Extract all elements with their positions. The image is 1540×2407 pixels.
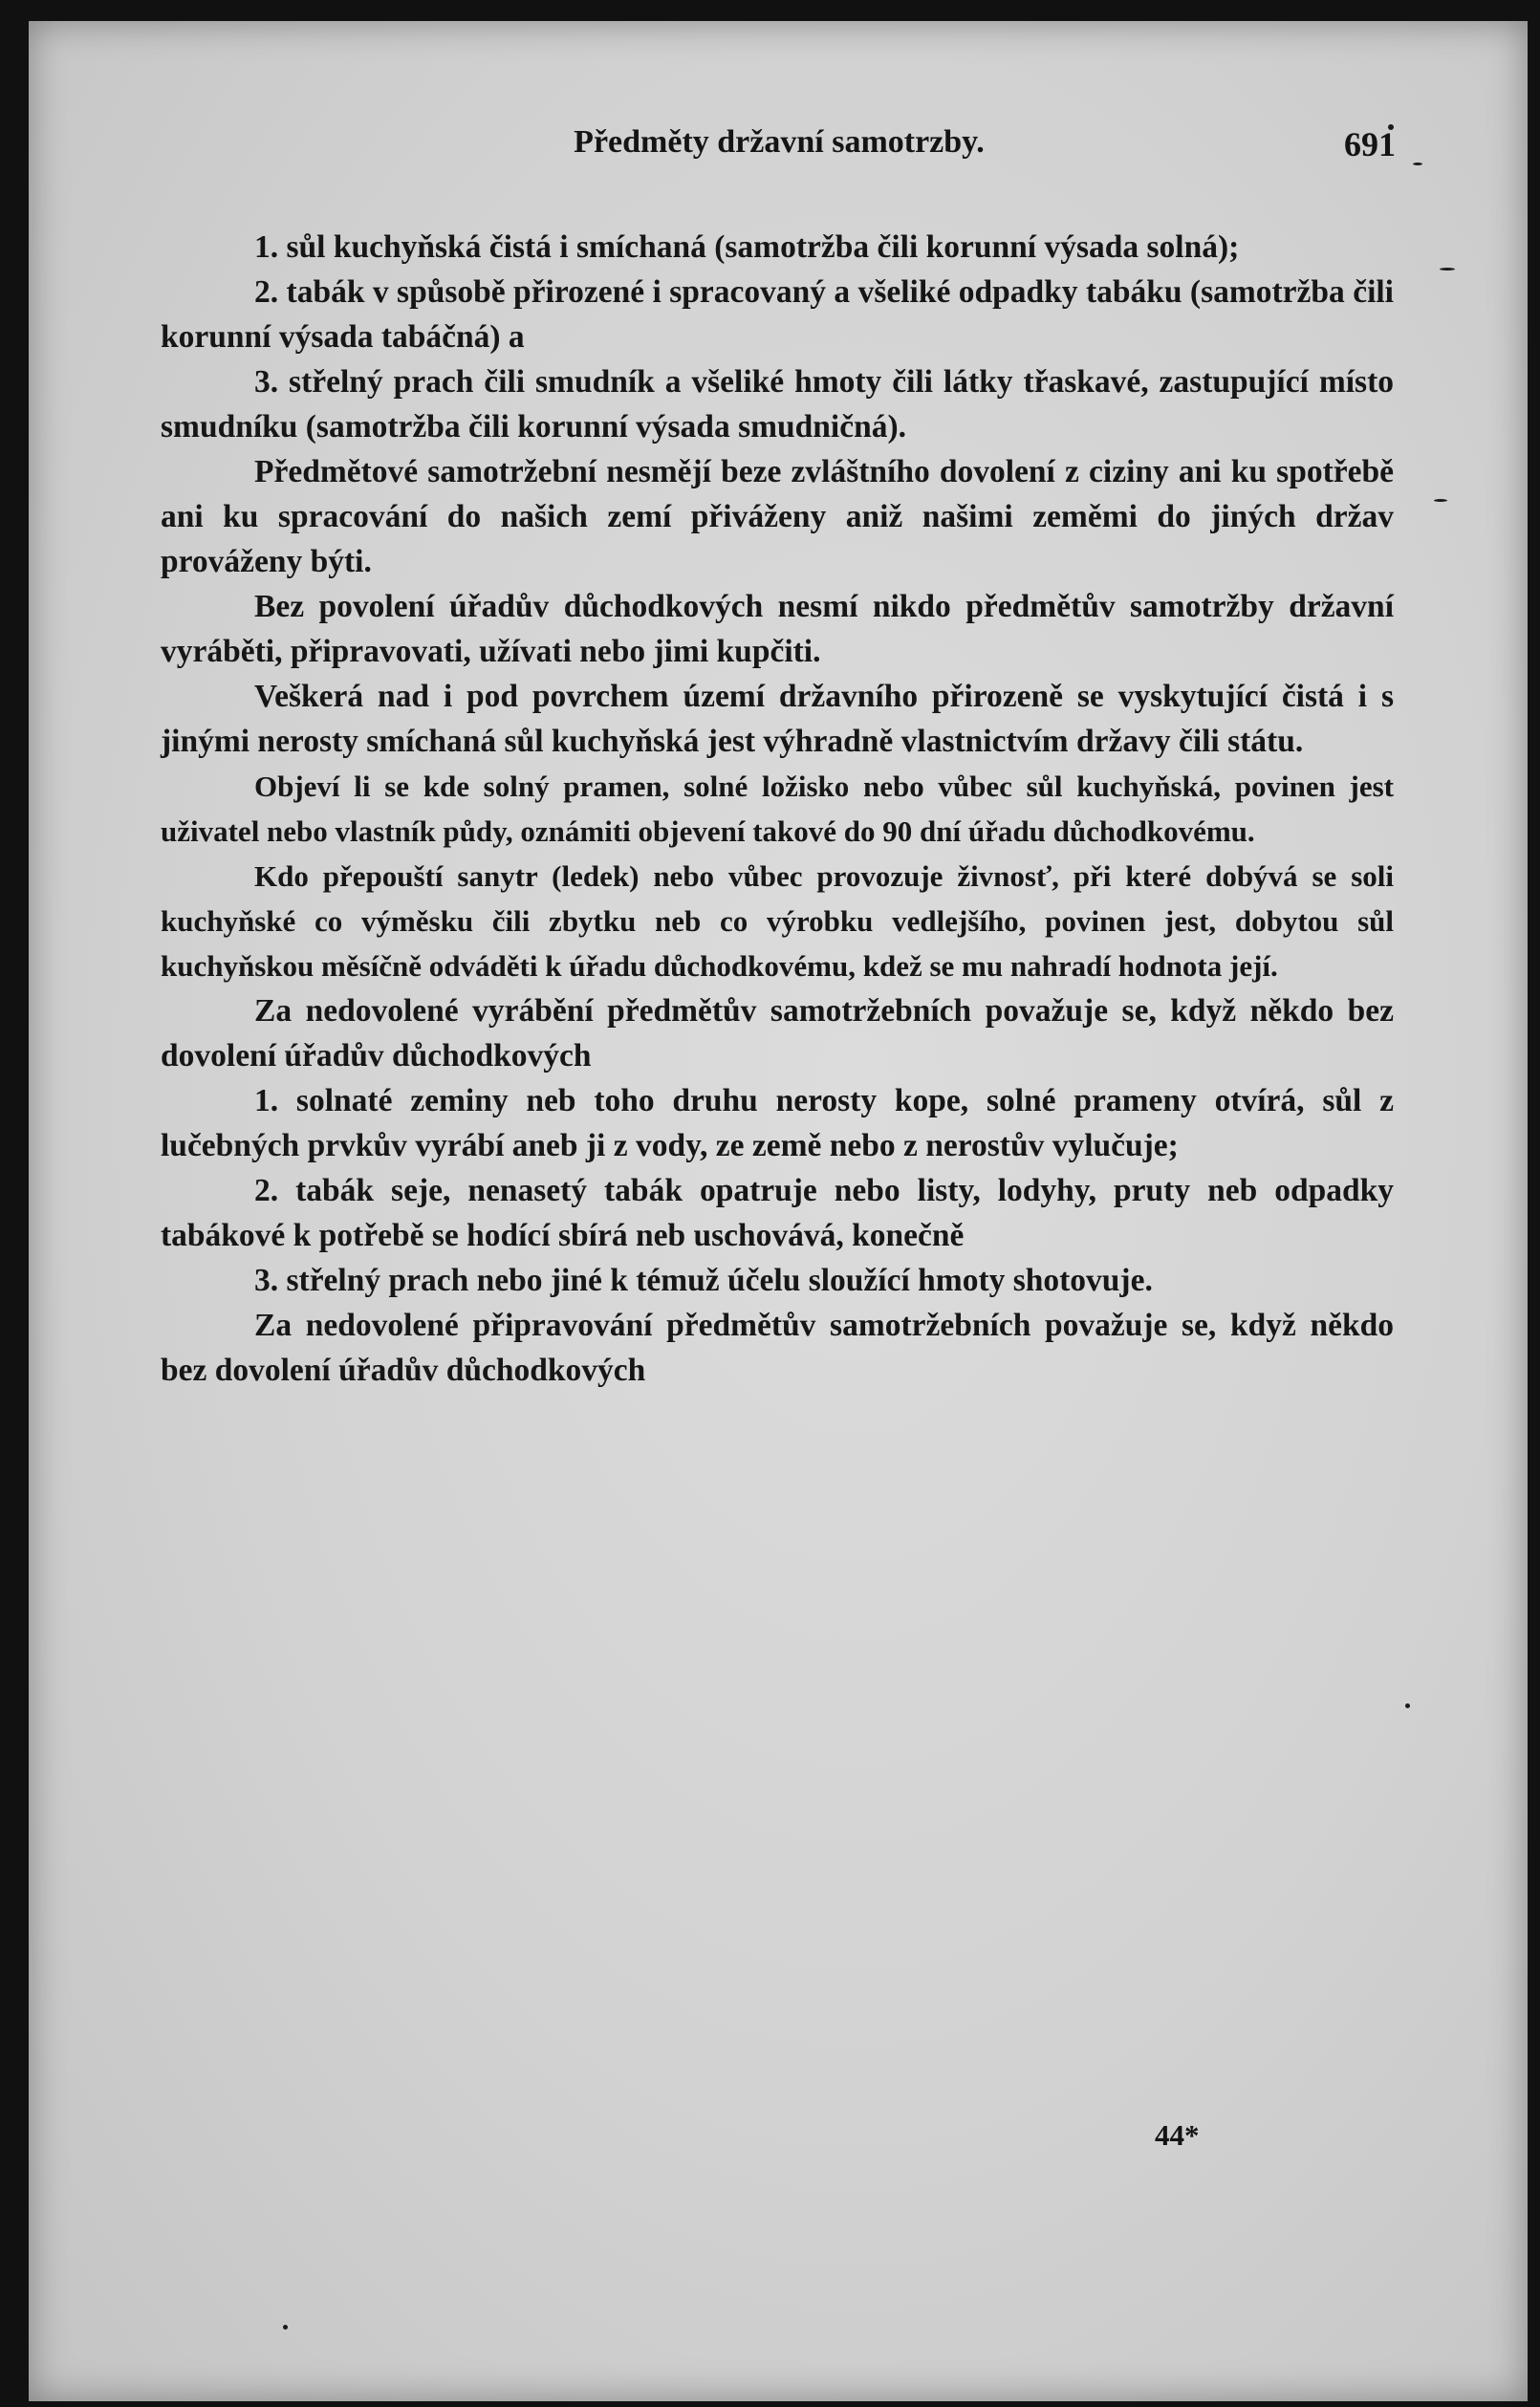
list-item-tobacco: 2. tabák v spůsobě přirozené i spracovaný a všeliké odpadky tabáku (samotržba čili korunní výsada tabáčná) a bbox=[161, 274, 1394, 355]
paragraph-state-salt: Veškerá nad i pod povrchem území državního přirozeně se vyskytující čistá i s jinými nerosty smíchaná sůl kuchyňská jest výhradně vlastnictvím državy čili státu. bbox=[161, 679, 1394, 759]
running-title: Předměty državní samotrzby. bbox=[574, 124, 985, 160]
list-item-salt: 1. sůl kuchyňská čistá i smíchaná (samotržba čili korunní výsada solná); bbox=[254, 229, 1240, 265]
print-speck bbox=[1413, 163, 1422, 165]
print-speck bbox=[1405, 1703, 1410, 1708]
paragraph-permission: Bez povolení úřadův důchodkových nesmí nikdo předmětův samotržby državní vyráběti, připravovati, užívati nebo jimi kupčiti. bbox=[161, 589, 1394, 669]
paragraph-import-ban: Předmětové samotržební nesmějí beze zvláštního dovolení z ciziny ani ku spotřebě ani ku spracování do našich zemí přiváženy aniž našimi zeměmi do jiných držav prováženy býti. bbox=[161, 454, 1394, 579]
list-item-saline-earth: 1. solnaté zeminy neb toho druhu nerosty kope, solné prameny otvírá, sůl z lučebných prvkův vyrábí aneb ji z vody, ze země nebo z nerostův vylučuje; bbox=[161, 1083, 1394, 1163]
paragraph-salt-discovery: Objeví li se kde solný pramen, solné ložisko nebo vůbec sůl kuchyňská, povinen jest uživatel nebo vlastník půdy, oznámiti objevení takové do 90 dní úřadu důchodkovému. bbox=[161, 770, 1394, 848]
print-speck bbox=[283, 2325, 288, 2330]
list-item-powder-making: 3. střelný prach nebo jiné k témuž účelu sloužící hmoty shotovuje. bbox=[254, 1263, 1153, 1298]
list-item-tobacco-sowing: 2. tabák seje, nenasetý tabák opatruje nebo listy, lodyhy, pruty neb odpadky tabákové k potřebě se hodící sbírá neb uschovává, konečně bbox=[161, 1173, 1394, 1253]
print-speck bbox=[1434, 499, 1447, 502]
paragraph-saltpeter: Kdo přepouští sanytr (ledek) nebo vůbec provozuje živnosť, při které dobývá se soli kuchyňské co výměsku čili zbytku neb co výrobku vedlejšího, povinen jest, dobytou sůl kuchyňskou měsíčně odváděti k úřadu důchodkovému, kdež se mu nahradí hodnota její. bbox=[161, 859, 1394, 983]
list-item-gunpowder: 3. střelný prach čili smudník a všeliké hmoty čili látky třaskavé, zastupující místo smudníku (samotržba čili korunní výsada smudničná). bbox=[161, 364, 1394, 445]
page-header bbox=[163, 124, 1396, 182]
print-speck bbox=[1440, 268, 1455, 271]
paragraph-illegal-production: Za nedovolené vyrábění předmětův samotržebních považuje se, když někdo bez dovolení úřadův důchodkových bbox=[161, 993, 1394, 1073]
body-text bbox=[161, 225, 1394, 1393]
signature-mark: 44* bbox=[1155, 2118, 1200, 2152]
paragraph-illegal-preparation: Za nedovolené připravování předmětův samotržebních považuje se, když někdo bez dovolení úřadův důchodkových bbox=[161, 1308, 1394, 1388]
page-number: 691 bbox=[1344, 125, 1396, 163]
